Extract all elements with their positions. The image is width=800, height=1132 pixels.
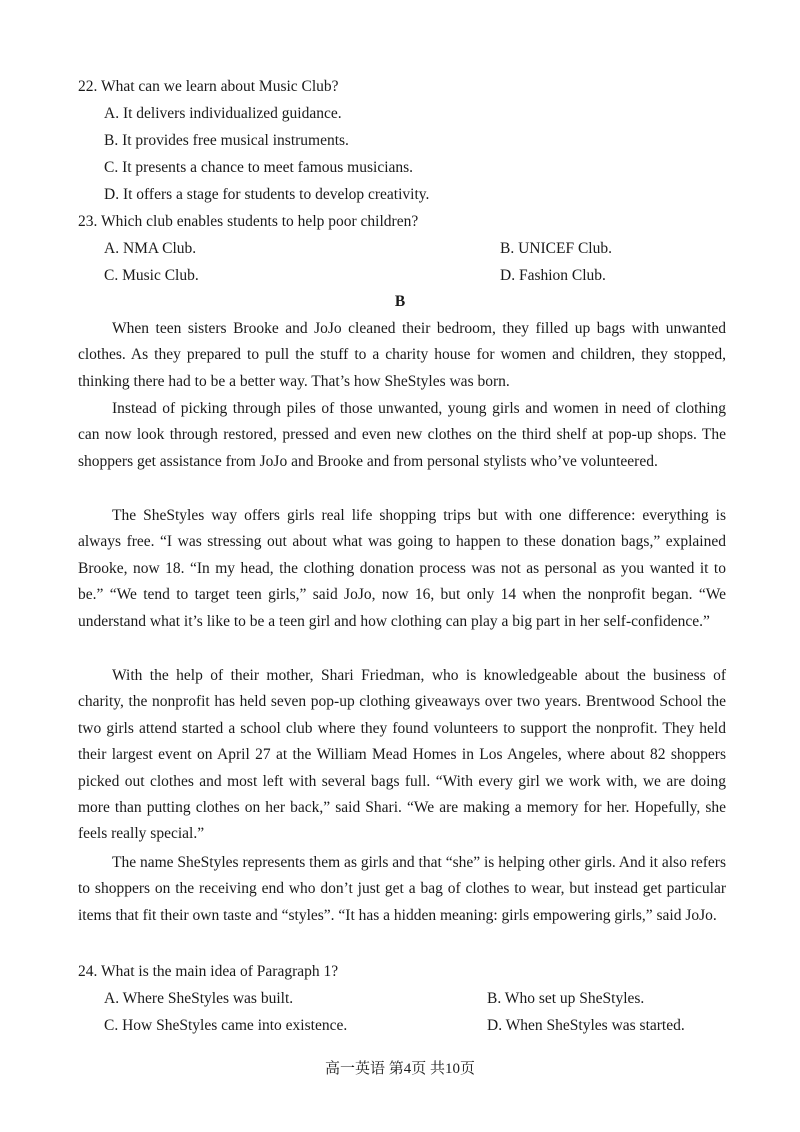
question-22-option-c: C. It presents a chance to meet famous musicians. [104, 159, 414, 176]
question-24-stem: 24. What is the main idea of Paragraph 1? [78, 963, 339, 980]
section-title: B [394, 293, 406, 310]
question-22-option-d: D. It offers a stage for students to develop creativity. [104, 186, 430, 203]
question-24-option-b: B. Who set up SheStyles. [487, 990, 645, 1007]
question-24-option-c: C. How SheStyles came into existence. [104, 1017, 348, 1034]
paragraph-5: The name SheStyles represents them as girls and that “she” is helping other girls. And it also refers to shoppers on the receiving end who don’t just get a bag of clothes to wear, but instead get particular items that fit their own taste and “styles”. “It has a hidden meaning: girls empowering girls,” said JoJo. [78, 854, 726, 924]
question-23-option-b: B. UNICEF Club. [500, 240, 612, 257]
question-23-option-a: A. NMA Club. [104, 240, 197, 257]
question-22-option-b: B. It provides free musical instruments. [104, 132, 349, 149]
question-24-option-a: A. Where SheStyles was built. [104, 990, 294, 1007]
question-23-stem: 23. Which club enables students to help poor children? [78, 213, 419, 230]
page-footer: 高一英语 第4页 共10页 [324, 1061, 475, 1077]
question-24-option-d: D. When SheStyles was started. [487, 1017, 685, 1034]
question-23-option-c: C. Music Club. [104, 267, 199, 284]
question-22-option-a: A. It delivers individualized guidance. [104, 105, 342, 122]
question-22-stem: 22. What can we learn about Music Club? [78, 78, 339, 95]
question-23-option-d: D. Fashion Club. [500, 267, 606, 284]
paragraph-2: Instead of picking through piles of those unwanted, young girls and women in need of clothing can now look through restored, pressed and even new clothes on the third shelf at pop-up shops. The shoppers get assistance from JoJo and Brooke and from personal stylists who’ve volunteered. [78, 400, 726, 470]
paragraph-3: The SheStyles way offers girls real life shopping trips but with one difference: everything is always free. “I was stressing out about what was going to happen to these donation bags,” explained Brooke, now 18. “In my head, the clothing donation process was not as personal as you wanted it to be.” “We tend to target teen girls,” said JoJo, now 16, but only 14 when the nonprofit began. “We understand what it’s like to be a teen girl and how clothing can play a big part in her self-confidence.” [78, 507, 726, 630]
paragraph-1: When teen sisters Brooke and JoJo cleaned their bedroom, they filled up bags with unwanted clothes. As they prepared to pull the stuff to a charity house for women and children, they stopped, thinking there had to be a better way. That’s how SheStyles was born. [78, 320, 726, 390]
paragraph-4: With the help of their mother, Shari Friedman, who is knowledgeable about the business of charity, the nonprofit has held seven pop-up clothing giveaways over two years. Brentwood School the two girls attend started a school club where they found volunteers to support the nonprofit. They held their largest event on April 27 at the William Mead Homes in Los Angeles, where about 82 shoppers picked out clothes and most left with several bags full. “With every girl we work with, we are doing more than putting clothes on her back,” said Shari. “We are making a memory for her. Hopefully, she feels really special.” [78, 667, 726, 843]
